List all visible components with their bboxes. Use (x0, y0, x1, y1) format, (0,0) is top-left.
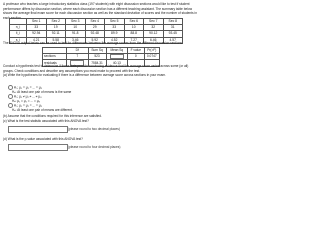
table-cell: 7584.31 (88, 60, 106, 66)
table-cell: 5.92 (85, 37, 105, 43)
option-text: Hₐ: At least one pair of means are different. (12, 107, 73, 112)
hypothesis-option-3[interactable] (8, 103, 148, 112)
row-label: x̄_i (10, 31, 27, 37)
table-cell: 19 (46, 25, 66, 31)
table-cell: 6.46 (144, 37, 164, 43)
test-statistic-input[interactable] (8, 126, 68, 133)
part-b1-question: (c) What is the test statistic associated with this ANOVA test? (3, 119, 89, 123)
hypothesis-option-2[interactable] (8, 94, 148, 103)
rounding-hint: (please round to four decimal places) (68, 144, 121, 149)
option-text: Hₐ: At least one pair of means is the same (12, 89, 72, 94)
table-header-row (10, 19, 183, 25)
table-cell: 3.46 (66, 37, 86, 43)
rounding-hint: (please round to two decimal places) (68, 126, 120, 131)
header-cell: Sec 5 (105, 19, 125, 25)
part-b2-question: (d) What is the p-value associated with this ANOVA test? (3, 137, 83, 141)
table-cell: 92.94 (27, 31, 47, 37)
option-text: H₀: μ₁ = μ₂ = ... = μ₈ (13, 85, 42, 90)
header-cell: Sec 3 (66, 19, 86, 25)
table-row (10, 31, 183, 37)
header-cell: Sec 8 (163, 19, 183, 25)
table-cell: 10 (124, 25, 144, 31)
table-cell: 10 (66, 25, 86, 31)
header-cell: Sec 1 (27, 19, 47, 25)
instructions-text: Conduct a hypothesis test to determine if these data provide convincing evidence that the average score varies across some (or all) groups. Check conditions and describe any assumptions you must make to proceed with the test. (3, 64, 189, 73)
header-cell: Sec 6 (124, 19, 144, 25)
table-cell: 88.8 (124, 31, 144, 37)
header-cell: Sum Sq (88, 48, 106, 54)
table-cell: 0 (128, 54, 144, 60)
table-cell: 5.58 (46, 37, 66, 43)
table-cell: 31 (163, 25, 183, 31)
option-text: H₀: μ₁ ≠ μ₂ ≠ ... ≠ μ₈ (13, 94, 42, 99)
hypothesis-option-1[interactable] (8, 85, 148, 94)
header-cell: Df (67, 48, 89, 54)
header-cell: Mean Sq (106, 48, 128, 54)
table-cell: 4.21 (27, 37, 47, 43)
header-cell: Sec 2 (46, 19, 66, 25)
row-label: s_i (10, 37, 27, 43)
option-text: H₀: μ₁ = μ₂ = ... = μ₈ (13, 103, 42, 108)
row-label: n_i (10, 25, 27, 31)
table-cell: 92.48 (85, 31, 105, 37)
table-cell: 32 (144, 25, 164, 31)
header-cell: Pr(>F) (144, 48, 159, 54)
problem-intro: A professor who teaches a large introductory statistics class (197 students) with eight discussion sections would like to test if student performance differs by discussion section, where each discussion section has a different teaching assistant. The summary table below shows the average final exam score for each discussion section as well as the standard deviation of scores and the number of students in each section. (3, 2, 198, 21)
table-cell: 7 (67, 54, 89, 60)
table-cell: 33 (27, 25, 47, 31)
option-text: Hₐ: μ₁ = μ₂ = ... = μ₈ (12, 98, 40, 103)
table-cell: 91.8 (66, 31, 86, 37)
table-cell: 93.45 (163, 31, 183, 37)
table-cell: 0.0747 (144, 54, 159, 60)
header-cell: F value (128, 48, 144, 54)
section-summary-table (9, 18, 183, 44)
p-value-input[interactable] (8, 144, 68, 151)
table-cell: 523 (88, 54, 106, 60)
part-b-intro: (b) Assume that the conditions required for this inference are satisfied. (3, 114, 102, 118)
table-cell: 90.12 (144, 31, 164, 37)
table-cell: 33 (105, 25, 125, 31)
source-label: residuals (43, 60, 67, 66)
table-cell: 29 (85, 25, 105, 31)
table-cell: 40.13 (106, 60, 128, 66)
table-cell: 4.57 (163, 37, 183, 43)
table-cell: 7.27 (124, 37, 144, 43)
source-label: sections (43, 54, 67, 60)
instructions (3, 64, 199, 78)
header-cell: Sec 7 (144, 19, 164, 25)
part-a-text: (a) Write the hypotheses for evaluating if there is a difference between average score across sections in your exam. (3, 73, 166, 78)
header-cell: Sec 4 (85, 19, 105, 25)
table-cell: 92.11 (46, 31, 66, 37)
anova-intro: The ANOVA output below can be used to test for differences between the average scores from the different discussion sections. (3, 41, 183, 45)
table-cell: 4.52 (105, 37, 125, 43)
table-cell: 89.9 (105, 31, 125, 37)
mean-sq-answer-box[interactable] (110, 54, 124, 59)
